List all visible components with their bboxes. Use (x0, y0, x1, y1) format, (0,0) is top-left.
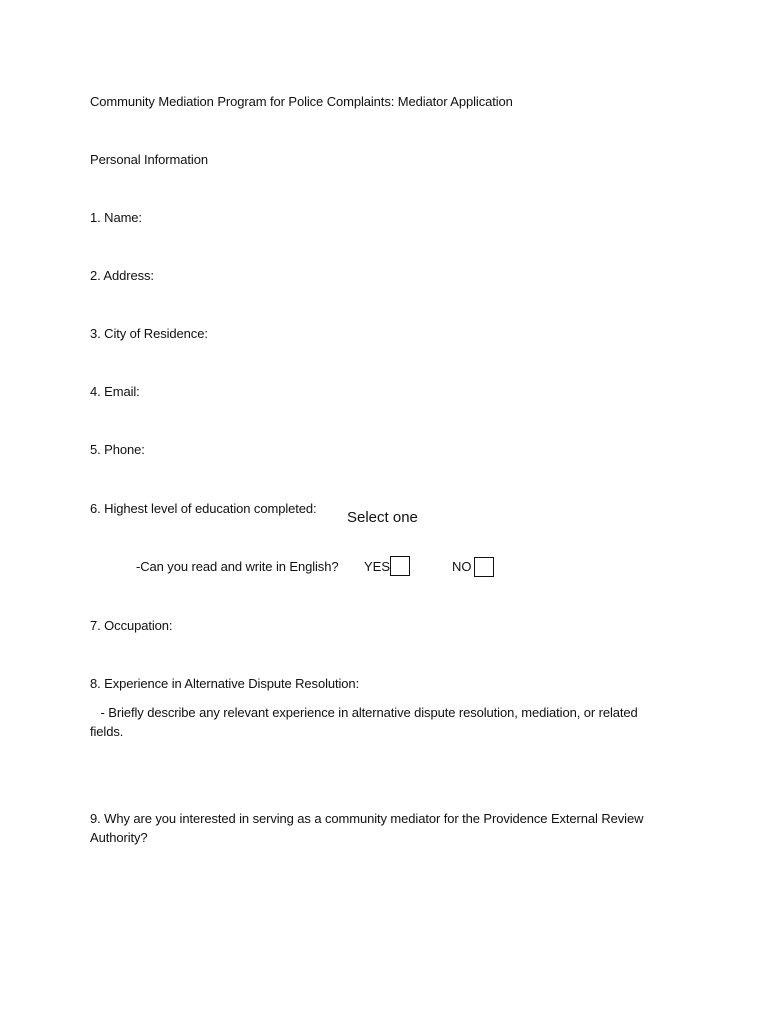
section-personal-information: Personal Information (90, 152, 208, 167)
city-label: 3. City of Residence: (90, 326, 208, 341)
english-question-label: -Can you read and write in English? (136, 559, 339, 574)
address-label: 2. Address: (90, 268, 154, 283)
phone-label: 5. Phone: (90, 442, 145, 457)
experience-label: 8. Experience in Alternative Dispute Resolution: (90, 676, 360, 691)
occupation-label: 7. Occupation: (90, 618, 173, 633)
page-title: Community Mediation Program for Police Complaints: Mediator Application (90, 94, 513, 109)
yes-label: YES (364, 559, 391, 574)
email-label: 4. Email: (90, 384, 140, 399)
education-label: 6. Highest level of education completed: (90, 501, 317, 516)
name-label: 1. Name: (90, 210, 142, 225)
yes-checkbox[interactable] (390, 556, 410, 576)
no-checkbox[interactable] (474, 557, 494, 577)
experience-instruction: - Briefly describe any relevant experience in alternative dispute resolution, mediation, or related fields. (90, 705, 642, 739)
interest-question: 9. Why are you interested in serving as a community mediator for the Providence External Review Authority? (90, 811, 644, 845)
education-select[interactable]: Select one (347, 509, 418, 526)
no-label: NO (452, 559, 472, 574)
